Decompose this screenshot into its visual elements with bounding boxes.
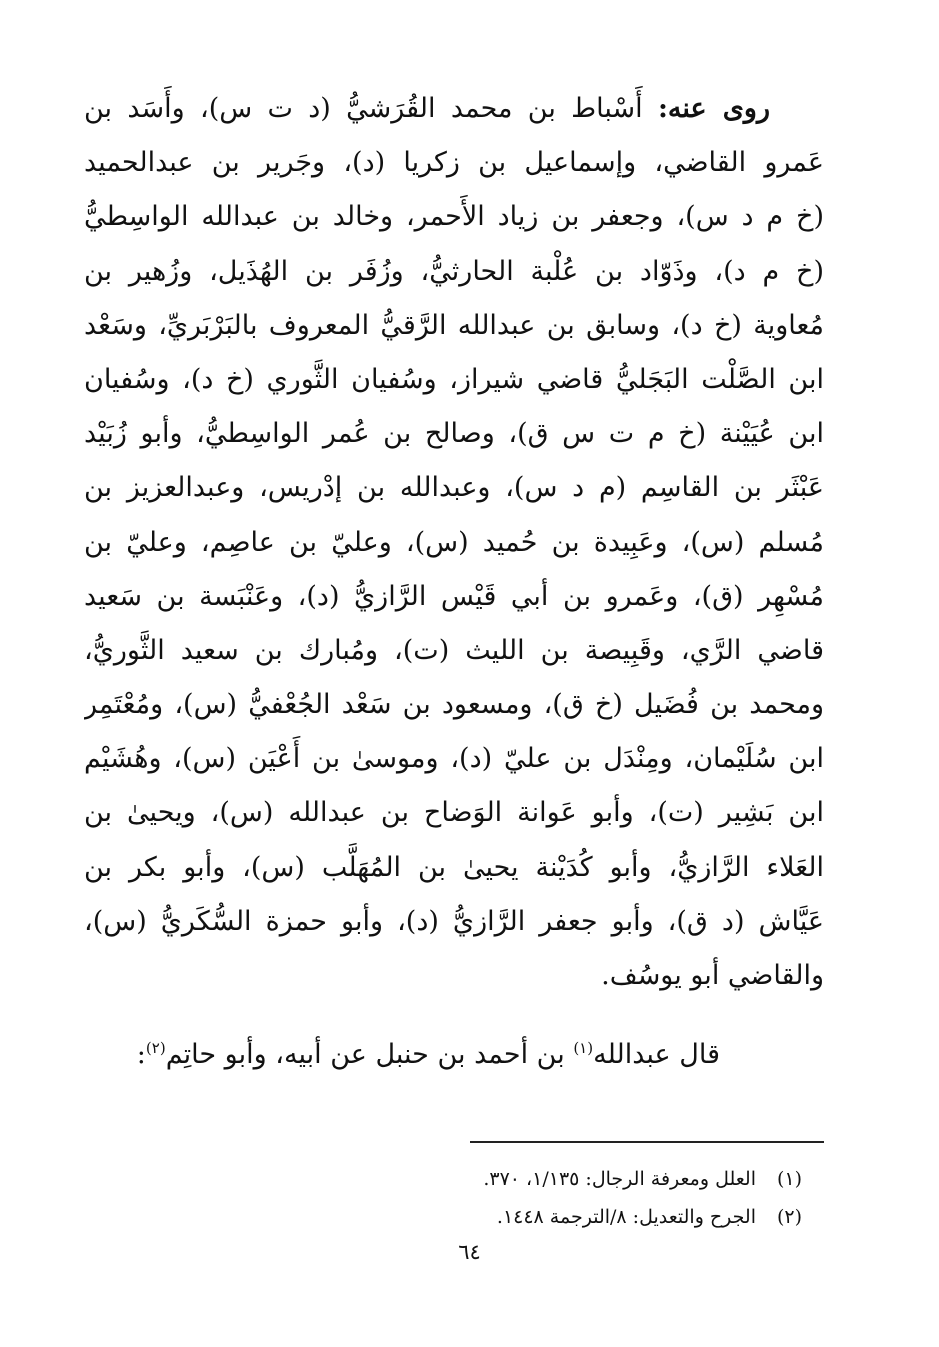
text-line: (خ م د س)، وجعفر بن زياد الأَحمر، وخالد بن عبدالله الواسِطيُّ — [84, 201, 824, 233]
footnote-number: (١) — [776, 1168, 802, 1190]
text-line: عَمرو القاضي، وإسماعيل بن زكريا (د)، وجَرير بن عبدالحميد — [84, 147, 824, 179]
footnote — [84, 1198, 802, 1236]
text-line: ابن سُلَيْمان، ومِنْدَل بن عليّ (د)، وموسىٰ بن أَعْيَن (س)، وهُشَيْم — [84, 743, 824, 775]
text-line: ابن عُيَيْنة (خ م ت س ق)، وصالح بن عُمر الواسِطيُّ، وأبو زُبَيْد — [84, 418, 824, 450]
quote-text: بن أحمد بن حنبل عن أبيه، وأبو حاتِم — [165, 1039, 574, 1070]
text-line: ابن بَشِير (ت)، وأبو عَوانة الوَضاح بن عبدالله (س)، ويحيىٰ بن — [84, 797, 824, 829]
text-line: قاضي الرَّي، وقَبِيصة بن الليث (ت)، ومُبارك بن سعيد الثَّوريُّ، — [84, 634, 824, 666]
text-line: ابن الصَّلْت البَجَليُّ قاضي شيراز، وسُفيان الثَّوري (خ د)، وسُفيان — [84, 363, 824, 395]
text-line: مُعاوية (خ د)، وسابق بن عبدالله الرَّقيُّ المعروف بالبَرْبَريِّ، وسَعْد — [84, 309, 824, 341]
footnote-ref[interactable]: (١) — [573, 1039, 594, 1057]
footnote-text: الجرح والتعديل: ٨/الترجمة ١٤٤٨. — [496, 1206, 756, 1228]
footnote-text: العلل ومعرفة الرجال: ١/١٣٥، ٣٧٠. — [483, 1168, 756, 1190]
page-number: ٦٤ — [458, 1240, 481, 1264]
footnote — [84, 1160, 802, 1198]
footnote-divider — [470, 1141, 824, 1143]
quote-line — [84, 1025, 824, 1085]
footnotes — [84, 1160, 802, 1236]
narrators-paragraph — [84, 82, 824, 1003]
section-lead: روى عنه: — [657, 93, 771, 124]
text-line: ومحمد بن فُضَيل (خ ق)، ومسعود بن سَعْد الجُعْفيُّ (س)، ومُعْتَمِر — [84, 689, 824, 721]
text-line-content: أَسْباط بن محمد القُرَشيُّ (د ت س)، وأَسَد بن — [84, 93, 658, 124]
text-line — [84, 82, 824, 136]
text-line: (خ م د)، وذَوّاد بن عُلْبة الحارثيُّ، وزُفَر بن الهُذَيل، وزُهير بن — [84, 255, 824, 287]
quote-text: قال عبدالله — [593, 1039, 720, 1070]
quote-colon: : — [136, 1039, 146, 1070]
text-line: والقاضي أبو يوسُف. — [601, 960, 824, 991]
footnote-number: (٢) — [776, 1206, 802, 1228]
text-line: مُسلم (س)، وعَبِيدة بن حُميد (س)، وعليّ بن عاصِم، وعليّ بن — [84, 526, 824, 558]
footnote-ref[interactable]: (٢) — [145, 1039, 166, 1057]
text-line: العَلاء الرَّازيُّ، وأبو كُدَيْنة يحيىٰ بن المُهَلَّب (س)، وأبو بكر بن — [84, 851, 824, 883]
text-line: عَيَّاش (د ق)، وأبو جعفر الرَّازيُّ (د)، وأبو حمزة السُّكَريُّ (س)، — [84, 905, 824, 937]
text-line: عَبْثَر بن القاسِم (م د س)، وعبدالله بن إدْريس، وعبدالعزيز بن — [84, 472, 824, 504]
text-line: مُسْهِر (ق)، وعَمرو بن أبي قَيْس الرَّازيُّ (د)، وعَنْبَسة بن سَعيد — [84, 580, 824, 612]
